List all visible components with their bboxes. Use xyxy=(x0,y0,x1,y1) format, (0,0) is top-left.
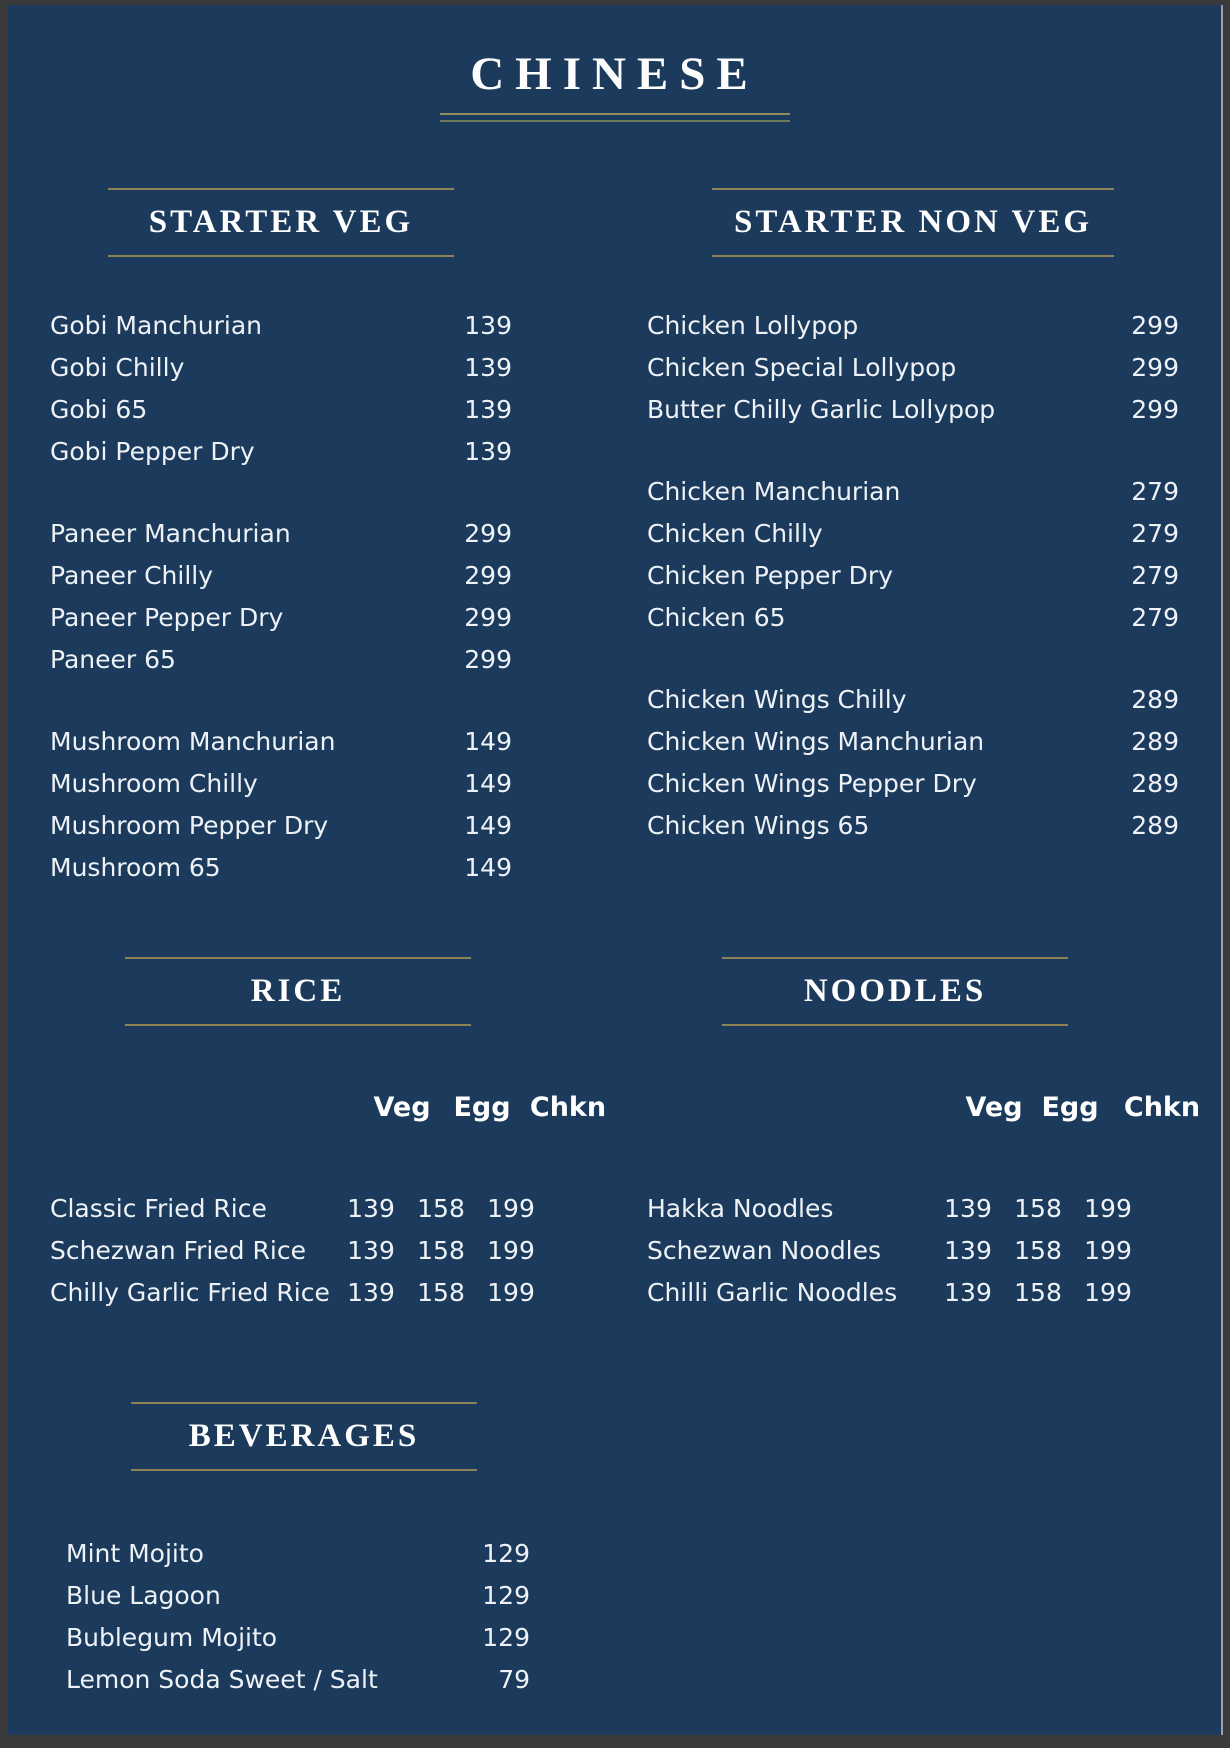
item-price: 139 xyxy=(464,352,512,382)
menu-item-row xyxy=(647,347,1179,389)
item-price: 279 xyxy=(1131,560,1179,590)
menu-item-row xyxy=(647,679,1179,721)
item-price: 299 xyxy=(1131,394,1179,424)
beverages-items xyxy=(50,1533,530,1701)
item-name: Chicken Lollypop xyxy=(647,310,859,340)
item-name: Gobi Chilly xyxy=(50,352,185,382)
menu-item-row xyxy=(50,389,512,431)
title-divider xyxy=(440,113,790,122)
menu-item-row xyxy=(50,431,512,473)
menu-item-row xyxy=(647,1188,1143,1230)
item-price: 129 xyxy=(482,1580,530,1610)
item-name: Chicken Special Lollypop xyxy=(647,352,957,382)
item-name: Paneer Chilly xyxy=(50,560,214,590)
item-price: 149 xyxy=(464,852,512,882)
beverages-section xyxy=(8,1402,1221,1701)
item-name: Chicken Manchurian xyxy=(647,476,901,506)
menu-item-row xyxy=(50,597,512,639)
item-price-egg: 158 xyxy=(1014,1235,1062,1265)
item-name: Mushroom 65 xyxy=(50,852,221,882)
column-label-egg: Egg xyxy=(453,1091,511,1123)
item-price: 299 xyxy=(464,560,512,590)
noodles-variant-columns xyxy=(647,1091,1201,1126)
item-price: 149 xyxy=(464,726,512,756)
item-price: 139 xyxy=(464,436,512,466)
menu-item-row xyxy=(647,805,1179,847)
item-group-mushroom xyxy=(50,721,512,889)
item-price-veg: 139 xyxy=(347,1277,395,1307)
item-price: 139 xyxy=(464,310,512,340)
item-price-chkn: 199 xyxy=(1084,1277,1132,1307)
item-price: 79 xyxy=(498,1664,530,1694)
menu-item-row xyxy=(647,389,1179,431)
item-name: Chicken Chilly xyxy=(647,518,823,548)
menu-item-row xyxy=(647,1272,1143,1314)
rice-items xyxy=(50,1188,546,1314)
item-price-egg: 158 xyxy=(417,1193,465,1223)
item-name: Chicken 65 xyxy=(647,602,786,632)
item-name: Lemon Soda Sweet / Salt xyxy=(66,1664,378,1694)
starters-section xyxy=(8,188,1221,889)
item-name: Butter Chilly Garlic Lollypop xyxy=(647,394,996,424)
item-name: Paneer Pepper Dry xyxy=(50,602,284,632)
menu-item-row xyxy=(647,1230,1143,1272)
item-price-chkn: 199 xyxy=(487,1277,535,1307)
item-price: 149 xyxy=(464,768,512,798)
column-label-chkn: Chkn xyxy=(529,1091,607,1123)
menu-header xyxy=(8,49,1221,122)
section-header-rice: RICE xyxy=(125,957,471,1026)
menu-item-row xyxy=(50,305,512,347)
item-name: Chicken Wings 65 xyxy=(647,810,870,840)
item-name: Gobi Manchurian xyxy=(50,310,262,340)
noodles-column xyxy=(647,957,1201,1314)
item-group-chicken-wings xyxy=(647,679,1179,847)
item-price: 299 xyxy=(464,602,512,632)
item-price: 299 xyxy=(464,644,512,674)
item-price: 149 xyxy=(464,810,512,840)
item-name: Chilly Garlic Fried Rice xyxy=(50,1277,330,1307)
column-label-veg: Veg xyxy=(373,1091,431,1123)
starter-veg-column xyxy=(50,188,512,889)
menu-item-row xyxy=(66,1617,530,1659)
item-price: 129 xyxy=(482,1538,530,1568)
item-price: 279 xyxy=(1131,476,1179,506)
item-price-chkn: 199 xyxy=(1084,1193,1132,1223)
page-title: CHINESE xyxy=(470,48,759,100)
menu-item-row xyxy=(50,555,512,597)
menu-item-row xyxy=(66,1659,530,1701)
starter-non-veg-column xyxy=(647,188,1179,889)
item-name: Mushroom Manchurian xyxy=(50,726,336,756)
item-name: Schezwan Noodles xyxy=(647,1235,882,1265)
menu-item-row xyxy=(50,1272,546,1314)
item-price-veg: 139 xyxy=(944,1193,992,1223)
item-name: Chicken Wings Pepper Dry xyxy=(647,768,977,798)
menu-item-row xyxy=(50,847,512,889)
menu-item-row xyxy=(66,1533,530,1575)
item-group-paneer xyxy=(50,513,512,681)
column-label-chkn: Chkn xyxy=(1123,1091,1201,1123)
section-header-beverages: BEVERAGES xyxy=(131,1402,477,1471)
item-name: Hakka Noodles xyxy=(647,1193,834,1223)
menu-page xyxy=(8,5,1223,1735)
item-price: 129 xyxy=(482,1622,530,1652)
menu-item-row xyxy=(647,513,1179,555)
item-group-lollypop xyxy=(647,305,1179,431)
menu-item-row xyxy=(50,721,512,763)
starter-veg-items xyxy=(50,305,512,889)
item-name: Paneer 65 xyxy=(50,644,176,674)
item-price-egg: 158 xyxy=(417,1277,465,1307)
item-price-egg: 158 xyxy=(1014,1193,1062,1223)
item-price-chkn: 199 xyxy=(487,1193,535,1223)
item-name: Mint Mojito xyxy=(66,1538,204,1568)
item-price: 279 xyxy=(1131,602,1179,632)
item-name: Chicken Wings Manchurian xyxy=(647,726,985,756)
item-name: Schezwan Fried Rice xyxy=(50,1235,306,1265)
menu-item-row xyxy=(647,763,1179,805)
item-price-egg: 158 xyxy=(1014,1277,1062,1307)
item-name: Classic Fried Rice xyxy=(50,1193,267,1223)
item-price: 299 xyxy=(464,518,512,548)
menu-item-row xyxy=(647,555,1179,597)
item-price: 299 xyxy=(1131,352,1179,382)
menu-item-row xyxy=(50,1230,546,1272)
section-header-noodles: NOODLES xyxy=(722,957,1068,1026)
item-name: Bublegum Mojito xyxy=(66,1622,278,1652)
item-name: Blue Lagoon xyxy=(66,1580,221,1610)
section-header-starter-veg: STARTER VEG xyxy=(108,188,454,257)
menu-item-row xyxy=(647,721,1179,763)
item-price: 299 xyxy=(1131,310,1179,340)
item-price-veg: 139 xyxy=(944,1277,992,1307)
item-group-gobi xyxy=(50,305,512,473)
menu-item-row xyxy=(50,513,512,555)
item-price: 289 xyxy=(1131,768,1179,798)
item-name: Chicken Wings Chilly xyxy=(647,684,907,714)
menu-item-row xyxy=(647,305,1179,347)
item-price: 139 xyxy=(464,394,512,424)
menu-item-row xyxy=(50,1188,546,1230)
menu-item-row xyxy=(647,471,1179,513)
item-name: Chicken Pepper Dry xyxy=(647,560,893,590)
item-price: 289 xyxy=(1131,810,1179,840)
rice-noodles-section xyxy=(8,957,1221,1314)
noodles-items xyxy=(647,1188,1143,1314)
menu-item-row xyxy=(66,1575,530,1617)
item-price-veg: 139 xyxy=(347,1193,395,1223)
column-label-veg: Veg xyxy=(965,1091,1023,1123)
menu-item-row xyxy=(50,805,512,847)
item-price: 289 xyxy=(1131,726,1179,756)
item-price: 289 xyxy=(1131,684,1179,714)
column-label-egg: Egg xyxy=(1041,1091,1099,1123)
rice-variant-columns xyxy=(50,1091,607,1126)
item-name: Gobi 65 xyxy=(50,394,148,424)
item-price-egg: 158 xyxy=(417,1235,465,1265)
item-name: Paneer Manchurian xyxy=(50,518,291,548)
menu-item-row xyxy=(50,639,512,681)
item-price-chkn: 199 xyxy=(487,1235,535,1265)
item-name: Mushroom Pepper Dry xyxy=(50,810,329,840)
item-group-chicken xyxy=(647,471,1179,639)
rice-column xyxy=(50,957,607,1314)
item-name: Chilli Garlic Noodles xyxy=(647,1277,898,1307)
starter-non-veg-items xyxy=(647,305,1179,847)
item-price-veg: 139 xyxy=(347,1235,395,1265)
menu-item-row xyxy=(50,347,512,389)
menu-item-row xyxy=(50,763,512,805)
section-header-starter-non-veg: STARTER NON VEG xyxy=(712,188,1114,257)
item-price-veg: 139 xyxy=(944,1235,992,1265)
item-price: 279 xyxy=(1131,518,1179,548)
item-name: Mushroom Chilly xyxy=(50,768,258,798)
menu-item-row xyxy=(647,597,1179,639)
item-price-chkn: 199 xyxy=(1084,1235,1132,1265)
item-name: Gobi Pepper Dry xyxy=(50,436,255,466)
